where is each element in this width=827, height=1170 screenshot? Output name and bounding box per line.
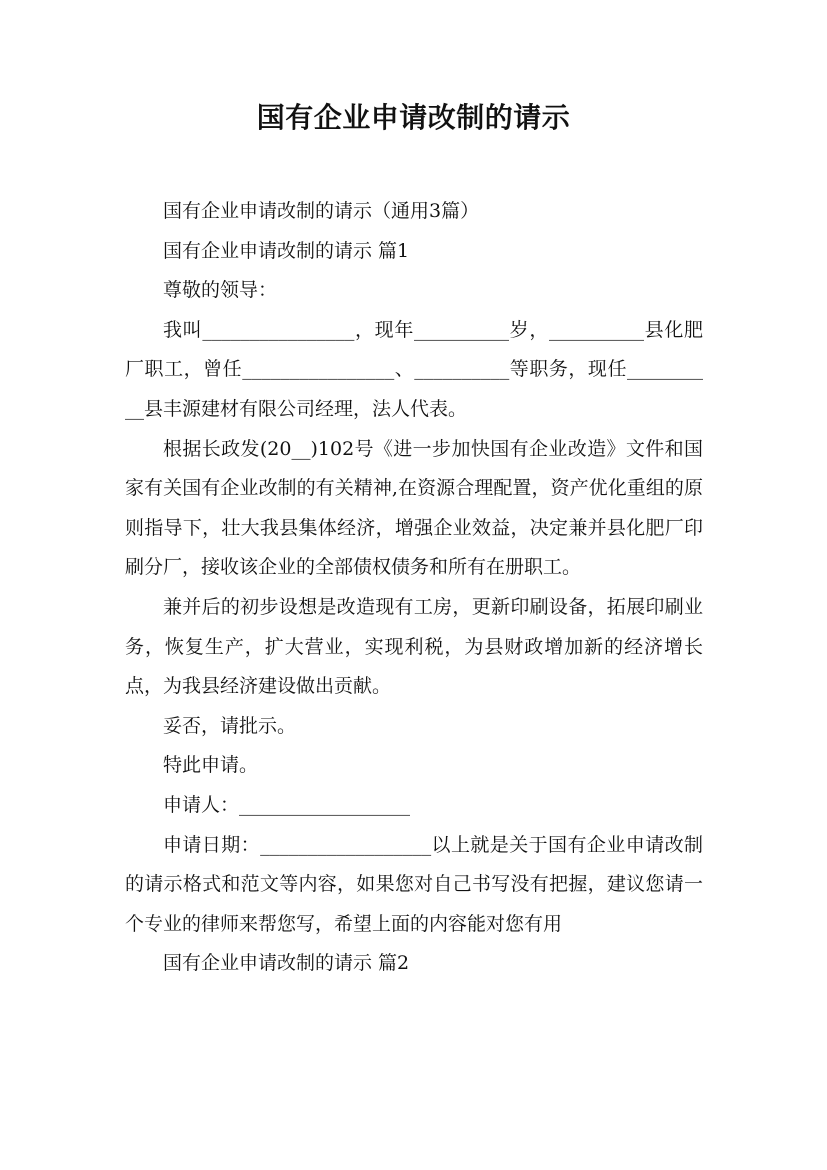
paragraph-salutation: 尊敬的领导： — [163, 279, 278, 302]
paragraph-basis: 根据长政发(20__)102号《进一步加快国有企业改造》文件和国家有关国有企业改制的有关精神,在资源合理配置，资产优化重组的原则指导下，壮大我县集体经济，增强企业效益，决定兼并县化肥厂印刷分厂，接收该企业的全部债权债务和所有在册职工。 — [125, 437, 703, 579]
paragraph-subtitle: 国有企业申请改制的请示（通用3篇） — [163, 200, 480, 222]
paragraph-section-heading-1: 国有企业申请改制的请示 篇1 — [163, 239, 410, 262]
paragraph-applicant: 申请人：__________________ — [163, 793, 411, 816]
paragraph-plan: 兼并后的初步设想是改造现有工房，更新印刷设备，拓展印刷业务，恢复生产，扩大营业，实现利税，为县财政增加新的经济增长点，为我县经济建设做出贡献。 — [125, 595, 703, 698]
document-body — [125, 192, 703, 984]
document-title: 国有企业申请改制的请示 — [256, 101, 571, 134]
paragraph-date-and-note: 申请日期：__________________以上就是关于国有企业申请改制的请示格式和范文等内容，如果您对自己书写没有把握，建议您请一个专业的律师来帮您写，希望上面的内容能对您有用 — [125, 833, 703, 935]
paragraph-section-heading-2: 国有企业申请改制的请示 篇2 — [163, 952, 410, 975]
paragraph-request-approval: 妥否，请批示。 — [163, 714, 297, 737]
paragraph-closing: 特此申请。 — [163, 754, 259, 777]
paragraph-introduction: 我叫________________，现年__________岁，__________县化肥厂职工，曾任________________、__________等职务，现任__________县丰源建材有限公司经理，法人代表。 — [125, 318, 703, 420]
